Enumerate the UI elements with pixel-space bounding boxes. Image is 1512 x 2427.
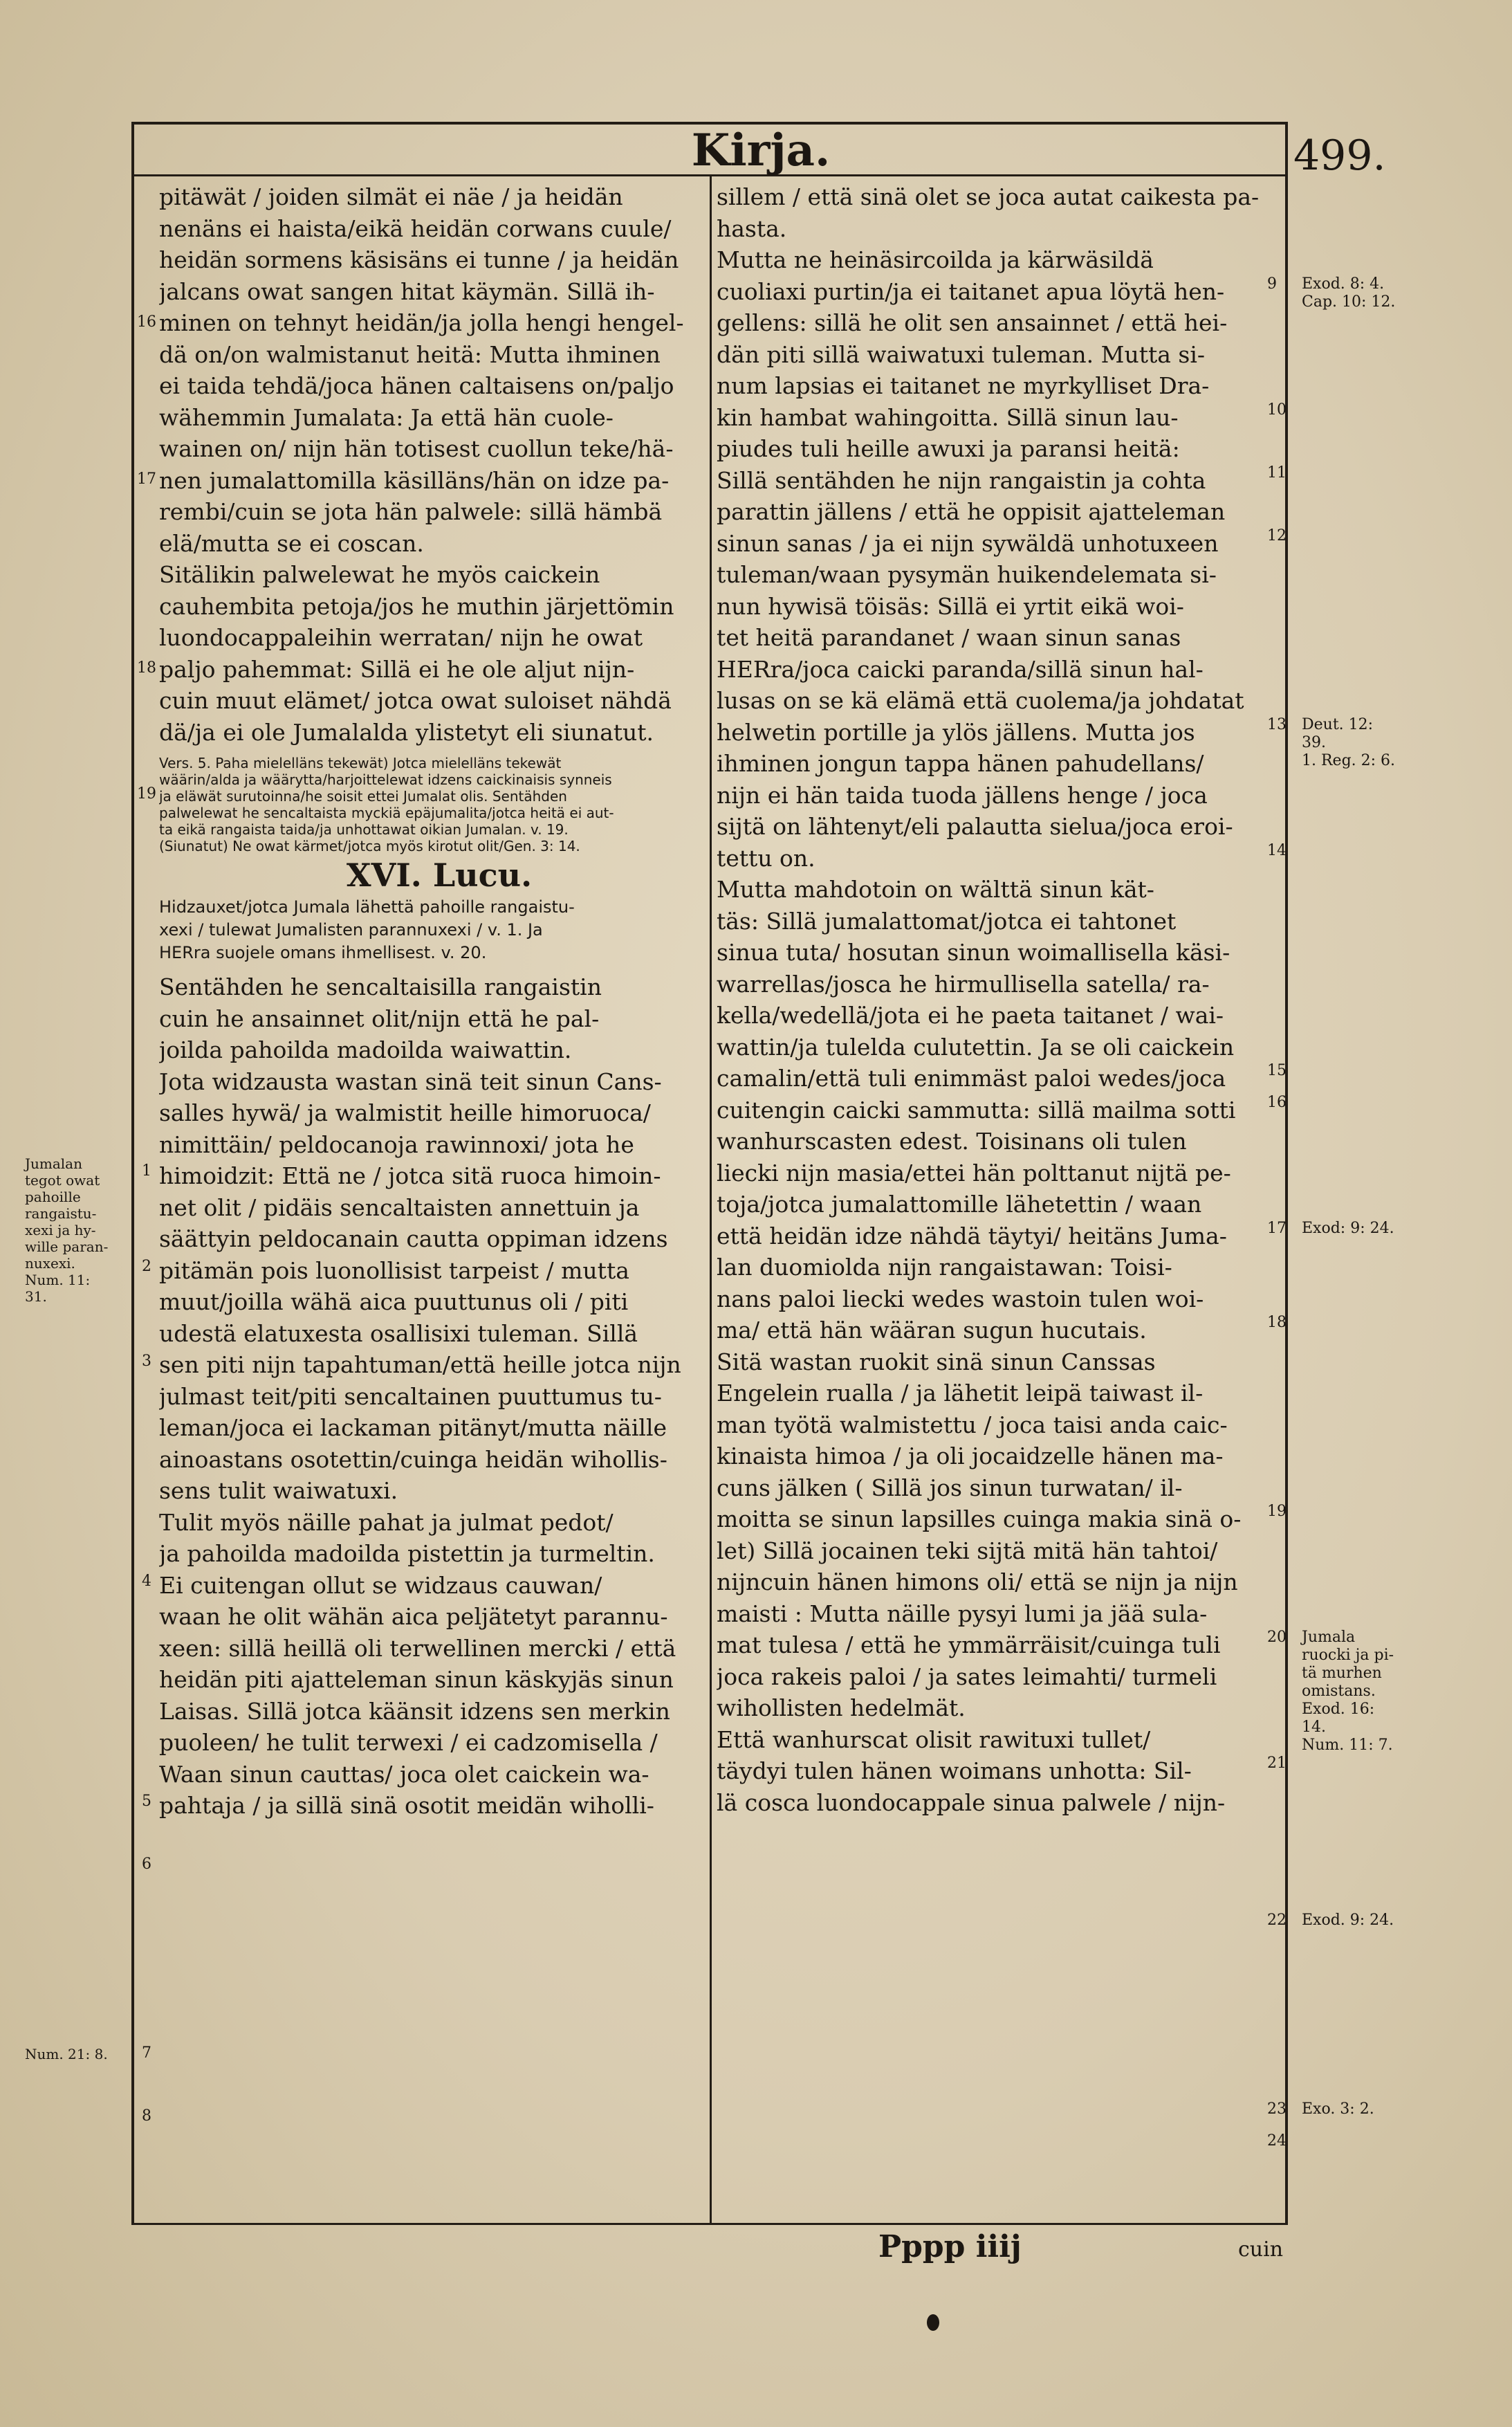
text-line: HERra/joca caicki paranda/sillä sinun hal- (717, 655, 1204, 683)
text-line: Sitä wastan ruokit sinä sinun Canssas (717, 1348, 1156, 1375)
verse-number: 17 (1267, 1220, 1287, 1237)
margin-note-line: 31. (25, 1288, 47, 1305)
text-line: dä on/on walmistanut heitä: Mutta ihminen (159, 340, 661, 368)
verse-number: 16 (137, 313, 156, 331)
text-line: parattin jällens / että he oppisit ajatteleman (717, 498, 1226, 525)
text-line: sen piti nijn tapahtuman/että heille jotca nijn (159, 1351, 681, 1378)
text-line: gellens: sillä he olit sen ansainnet / että hei- (717, 309, 1228, 336)
verse-number: 16 (1267, 1094, 1287, 1111)
text-line: leman/joca ei lackaman pitänyt/mutta näille (159, 1414, 667, 1441)
frame-bottom-rule (131, 2223, 1288, 2225)
text-line: sinua tuta/ hosutan sinun woimallisella käsi- (717, 939, 1230, 966)
text-line: nijn ei hän taida tuoda jällens henge / joca (717, 781, 1208, 809)
page-number: 499. (1293, 131, 1386, 180)
text-line: pahtaja / ja sillä sinä osotit meidän wiholli- (159, 1792, 654, 1819)
text-line: ja pahoilda madoilda pistettin ja turmeltin. (159, 1540, 655, 1567)
verse-number: 24 (1267, 2132, 1287, 2150)
verse-number: 7 (142, 2044, 151, 2062)
text-line: Sentähden he sencaltaisilla rangaistin (159, 973, 602, 1000)
text-line: maisti : Mutta näille pysyi lumi ja jää sula- (717, 1600, 1208, 1627)
signature-mark: Pppp iiij (878, 2229, 1022, 2264)
text-line: lan duomiolda nijn rangaistawan: Toisi- (717, 1254, 1172, 1281)
verse-number: 5 (142, 1793, 151, 1810)
text-line: pitäwät / joiden silmät ei näe / ja heidän (159, 183, 623, 210)
text-line: elä/mutta se ei coscan. (159, 529, 424, 557)
text-line: dän piti sillä waiwatuxi tuleman. Mutta si- (717, 340, 1206, 368)
text-line: cuoliaxi purtin/ja ei taitanet apua löytä hen- (717, 277, 1225, 305)
text-line: udestä elatuxesta osallisixi tuleman. Sillä (159, 1319, 638, 1347)
verse-number: 10 (1267, 401, 1287, 419)
text-line: pitämän pois luonollisist tarpeist / mutta (159, 1256, 629, 1284)
text-line: lä cosca luondocappale sinua palwele / nijn- (717, 1788, 1226, 1816)
margin-note-line: xexi ja hy- (25, 1222, 96, 1238)
margin-note (1302, 275, 1433, 311)
text-line: hasta. (717, 214, 787, 242)
verse-number: 9 (1267, 275, 1277, 293)
text-line: warrellas/josca he hirmullisella satella/ ra- (717, 970, 1210, 998)
verse-number: 4 (142, 1573, 151, 1590)
text-line: täs: Sillä jumalattomat/jotca ei tahtonet (717, 907, 1177, 935)
text-line: sens tulit waiwatuxi. (159, 1477, 398, 1504)
verse-number: 13 (1267, 716, 1287, 733)
text-line: Jota widzausta wastan sinä teit sinun Cans- (159, 1068, 662, 1095)
text-line: nans paloi liecki wedes wastoin tulen woi- (717, 1285, 1204, 1312)
text-line: liecki nijn masia/ettei hän polttanut nijtä pe- (717, 1159, 1231, 1187)
text-line: lusas on se kä elämä että cuolema/ja johdatat (717, 687, 1244, 714)
verse-number: 11 (1267, 464, 1287, 482)
margin-note-line: Exod. 16: (1302, 1701, 1375, 1718)
text-line: sinun sanas / ja ei nijn sywäldä unhotuxeen (717, 529, 1219, 557)
catchword: cuin (1238, 2237, 1284, 2262)
text-line: jalcans owat sangen hitat käymän. Sillä ih- (159, 277, 655, 305)
ink-spot (927, 2314, 939, 2331)
margin-note-line: Deut. 12: (1302, 716, 1374, 733)
annotation-line: Vers. 5. Paha mielelläns tekewät) Jotca mielelläns tekewät (159, 755, 562, 771)
chapter-summary-line: HERra suojele omans ihmellisest. v. 20. (159, 943, 487, 962)
text-line: kin hambat wahingoitta. Sillä sinun lau- (717, 403, 1179, 431)
text-line: ei taida tehdä/joca hänen caltaisens on/paljo (159, 372, 674, 399)
margin-note-line: 14. (1302, 1719, 1326, 1736)
text-line: puoleen/ he tulit terwexi / ei cadzomisella / (159, 1729, 658, 1756)
text-line: net olit / pidäis sencaltaisten annettuin ja (159, 1193, 640, 1221)
right-column (717, 181, 1277, 1818)
verse-number: 19 (1267, 1503, 1287, 1520)
text-line: Laisas. Sillä jotca käänsit idzens sen merkin (159, 1697, 670, 1725)
text-line: wähemmin Jumalata: Ja että hän cuole- (159, 403, 614, 431)
text-line: nimittäin/ peldocanoja rawinnoxi/ jota he (159, 1130, 634, 1158)
chapter-title: XVI. Lucu. (346, 857, 533, 894)
verse-number: 1 (142, 1162, 151, 1180)
text-line: waan he olit wähän aica peljätetyt parannu- (159, 1603, 668, 1630)
text-line: mat tulesa / että he ymmärräisit/cuinga tuli (717, 1631, 1221, 1658)
verse-number: 23 (1267, 2100, 1287, 2118)
text-line: nenäns ei haista/eikä heidän corwans cuule/ (159, 214, 672, 242)
text-line: ainoastans osotettin/cuinga heidän wihollis- (159, 1445, 667, 1473)
chapter-summary-line: Hidzauxet/jotca Jumala lähettä pahoille rangaistu- (159, 897, 575, 917)
text-line: Sitälikin palwelewat he myös caickein (159, 561, 600, 588)
margin-note: Num. 21: 8. (25, 2046, 108, 2062)
margin-note: Exod. 9: 24. (1302, 1912, 1394, 1929)
text-line: rembi/cuin se jota hän palwele: sillä hämbä (159, 498, 663, 525)
text-line: helwetin portille ja ylös jällens. Mutta jos (717, 718, 1195, 746)
left-column (159, 181, 719, 1822)
frame-right-rule (1285, 122, 1288, 2225)
text-line: joilda pahoilda madoilda waiwattin. (159, 1036, 572, 1063)
frame-left-rule (131, 122, 134, 2225)
text-line: xeen: sillä heillä oli terwellinen mercki / että (159, 1634, 676, 1662)
verse-number: 18 (1267, 1314, 1287, 1331)
text-line: salles hywä/ ja walmistit heille himoruoca/ (159, 1099, 651, 1126)
margin-note-line: omistans. (1302, 1683, 1376, 1700)
verse-number: 21 (1267, 1755, 1287, 1772)
text-line: let) Sillä jocainen teki sijtä mitä hän tahtoi/ (717, 1537, 1218, 1564)
text-line: tuleman/waan pysymän huikendelemata si- (717, 561, 1217, 588)
text-line: piudes tuli heille awuxi ja paransi heitä: (717, 435, 1180, 462)
text-line: dä/ja ei ole Jumalalda ylistetyt eli siunatut. (159, 718, 654, 746)
verse-number: 8 (142, 2107, 151, 2125)
verse-number: 22 (1267, 1912, 1287, 1929)
text-line: sijtä on lähtenyt/eli palautta sielua/joca eroi- (717, 813, 1233, 840)
text-line: nun hywisä töisäs: Sillä ei yrtit eikä woi- (717, 592, 1184, 620)
text-line: himoidzit: Että ne / jotca sitä ruoca himoin- (159, 1162, 661, 1189)
text-line: wattin/ja tulelda culutettin. Ja se oli caickein (717, 1033, 1235, 1061)
text-line: Engelein rualla / ja lähetit leipä taiwast il- (717, 1380, 1204, 1407)
margin-note-line: Num. 11: 7. (1302, 1737, 1393, 1754)
text-line: luondocappaleihin werratan/ nijn he owat (159, 624, 643, 651)
verse-number: 15 (1267, 1062, 1287, 1079)
margin-note-line: rangaistu- (25, 1205, 97, 1222)
text-line: kinaista himoa / ja oli jocaidzelle hänen ma- (717, 1443, 1224, 1469)
margin-note-line: Jumalan (25, 1155, 82, 1172)
text-line: ma/ että hän wääran sugun hucutais. (717, 1317, 1147, 1344)
text-line: julmast teit/piti sencaltainen puuttumus tu- (159, 1382, 662, 1410)
verse-number: 18 (137, 659, 156, 677)
margin-note-line: tä murhen (1302, 1665, 1382, 1682)
text-line: Waan sinun cauttas/ joca olet caickein wa- (159, 1760, 649, 1788)
text-line: heidän sormens käsisäns ei tunne / ja heidän (159, 246, 679, 273)
annotation-line: ta eikä rangaista taida/ja unhottawat oikian Jumalan. v. 19. (159, 821, 569, 838)
text-line: moitta se sinun lapsilles cuinga makia sinä o- (717, 1505, 1242, 1532)
margin-note-line: Jumala (1302, 1629, 1356, 1646)
text-line: cuitengin caicki sammutta: sillä mailma sotti (717, 1096, 1236, 1124)
verse-number: 14 (1267, 842, 1287, 859)
text-line: cuns jälken ( Sillä jos sinun turwatan/ il- (717, 1474, 1183, 1501)
annotation-line: palwelewat he sencaltaista myckiä epäjumalita/jotca heitä ei aut- (159, 805, 614, 821)
margin-note (25, 1155, 115, 1305)
text-line: wihollisten hedelmät. (717, 1694, 966, 1721)
text-line: täydyi tulen hänen woimans unhotta: Sil- (717, 1757, 1192, 1784)
verse-number: 17 (137, 470, 156, 488)
text-line: camalin/että tuli enimmäst paloi wedes/joca (717, 1065, 1226, 1092)
text-line: Tulit myös näille pahat ja julmat pedot/ (159, 1508, 614, 1536)
text-line: Mutta ne heinäsircoilda ja kärwäsildä (717, 246, 1154, 273)
verse-number: 12 (1267, 527, 1287, 544)
text-line: tettu on. (717, 844, 815, 872)
running-head: Kirja. (691, 125, 831, 176)
text-line: Mutta mahdotoin on wälttä sinun kät- (717, 876, 1154, 903)
margin-note-line: wille paran- (25, 1238, 109, 1255)
margin-note: Exod: 9: 24. (1302, 1220, 1394, 1237)
text-line: num lapsias ei taitanet ne myrkylliset Dra- (717, 372, 1210, 399)
verse-number: 3 (142, 1353, 151, 1370)
text-line: joca rakeis paloi / ja sates leimahti/ turmeli (717, 1663, 1217, 1690)
text-line: säättyin peldocanain cautta oppiman idzens (159, 1225, 668, 1252)
text-line: Sillä sentähden he nijn rangaistin ja cohta (717, 466, 1206, 494)
text-line: Että wanhurscat olisit rawituxi tullet/ (717, 1725, 1151, 1753)
text-line: heidän piti ajatteleman sinun käskyjäs sinun (159, 1666, 674, 1693)
margin-note-line: Exod. 8: 4. (1302, 275, 1385, 293)
text-line: nijncuin hänen himons oli/ että se nijn ja nijn (717, 1568, 1238, 1595)
verse-number: 20 (1267, 1629, 1287, 1646)
text-line: paljo pahemmat: Sillä ei he ole aljut nijn- (159, 655, 635, 683)
annotation-line: (Siunatut) Ne owat kärmet/jotca myös kirotut olit/Gen. 3: 14. (159, 838, 580, 854)
margin-note-line: ruocki ja pi- (1302, 1647, 1394, 1664)
text-line: man työtä walmistettu / joca taisi anda caic- (717, 1411, 1228, 1438)
margin-note-line: tegot owat (25, 1172, 100, 1189)
text-line: minen on tehnyt heidän/ja jolla hengi hengel- (159, 309, 684, 336)
annotation-line: ja eläwät surutoinna/he soisit ettei Jumalat olis. Sentähden (159, 788, 567, 805)
text-line: cuin muut elämet/ jotca owat suloiset nähdä (159, 687, 672, 714)
text-line: muut/joilla wähä aica puuttunus oli / piti (159, 1288, 629, 1315)
margin-note (1302, 716, 1433, 770)
text-line: että heidän idze nähdä täytyi/ heitäns Juma- (717, 1222, 1227, 1249)
margin-note-line: Cap. 10: 12. (1302, 293, 1396, 311)
margin-note (1302, 1629, 1433, 1755)
text-line: cuin he ansainnet olit/nijn että he pal- (159, 1005, 600, 1032)
verse-number: 19 (137, 785, 156, 803)
margin-note-line: pahoille (25, 1189, 81, 1205)
text-line: tet heitä parandanet / waan sinun sanas (717, 624, 1181, 651)
margin-note-line: 1. Reg. 2: 6. (1302, 752, 1396, 769)
text-line: wainen on/ nijn hän totisest cuollun teke/hä- (159, 435, 674, 462)
annotation-line: wäärin/alda ja wäärytta/harjoittelewat idzens caickinaisis synneis (159, 771, 612, 788)
text-line: Ei cuitengan ollut se widzaus cauwan/ (159, 1571, 602, 1599)
chapter-summary-line: xexi / tulewat Jumalisten parannuxexi / v. 1. Ja (159, 920, 543, 940)
margin-note-line: Num. 11: (25, 1272, 91, 1288)
text-line: kella/wedellä/jota ei he paeta taitanet / wai- (717, 1002, 1224, 1029)
text-line: sillem / että sinä olet se joca autat caikesta pa- (717, 183, 1260, 210)
text-line: ihminen jongun tappa hänen pahudellans/ (717, 750, 1204, 777)
verse-number: 6 (142, 1856, 151, 1873)
margin-note-line: 39. (1302, 734, 1326, 751)
margin-note-line: nuxexi. (25, 1255, 75, 1272)
text-line: cauhembita petoja/jos he muthin järjettömin (159, 592, 674, 620)
text-line: nen jumalattomilla käsilläns/hän on idze pa- (159, 466, 670, 494)
margin-note: Exo. 3: 2. (1302, 2100, 1374, 2118)
text-line: wanhurscasten edest. Toisinans oli tulen (717, 1128, 1187, 1155)
text-line: toja/jotca jumalattomille lähetettin / waan (717, 1191, 1202, 1218)
verse-number: 2 (142, 1258, 151, 1275)
